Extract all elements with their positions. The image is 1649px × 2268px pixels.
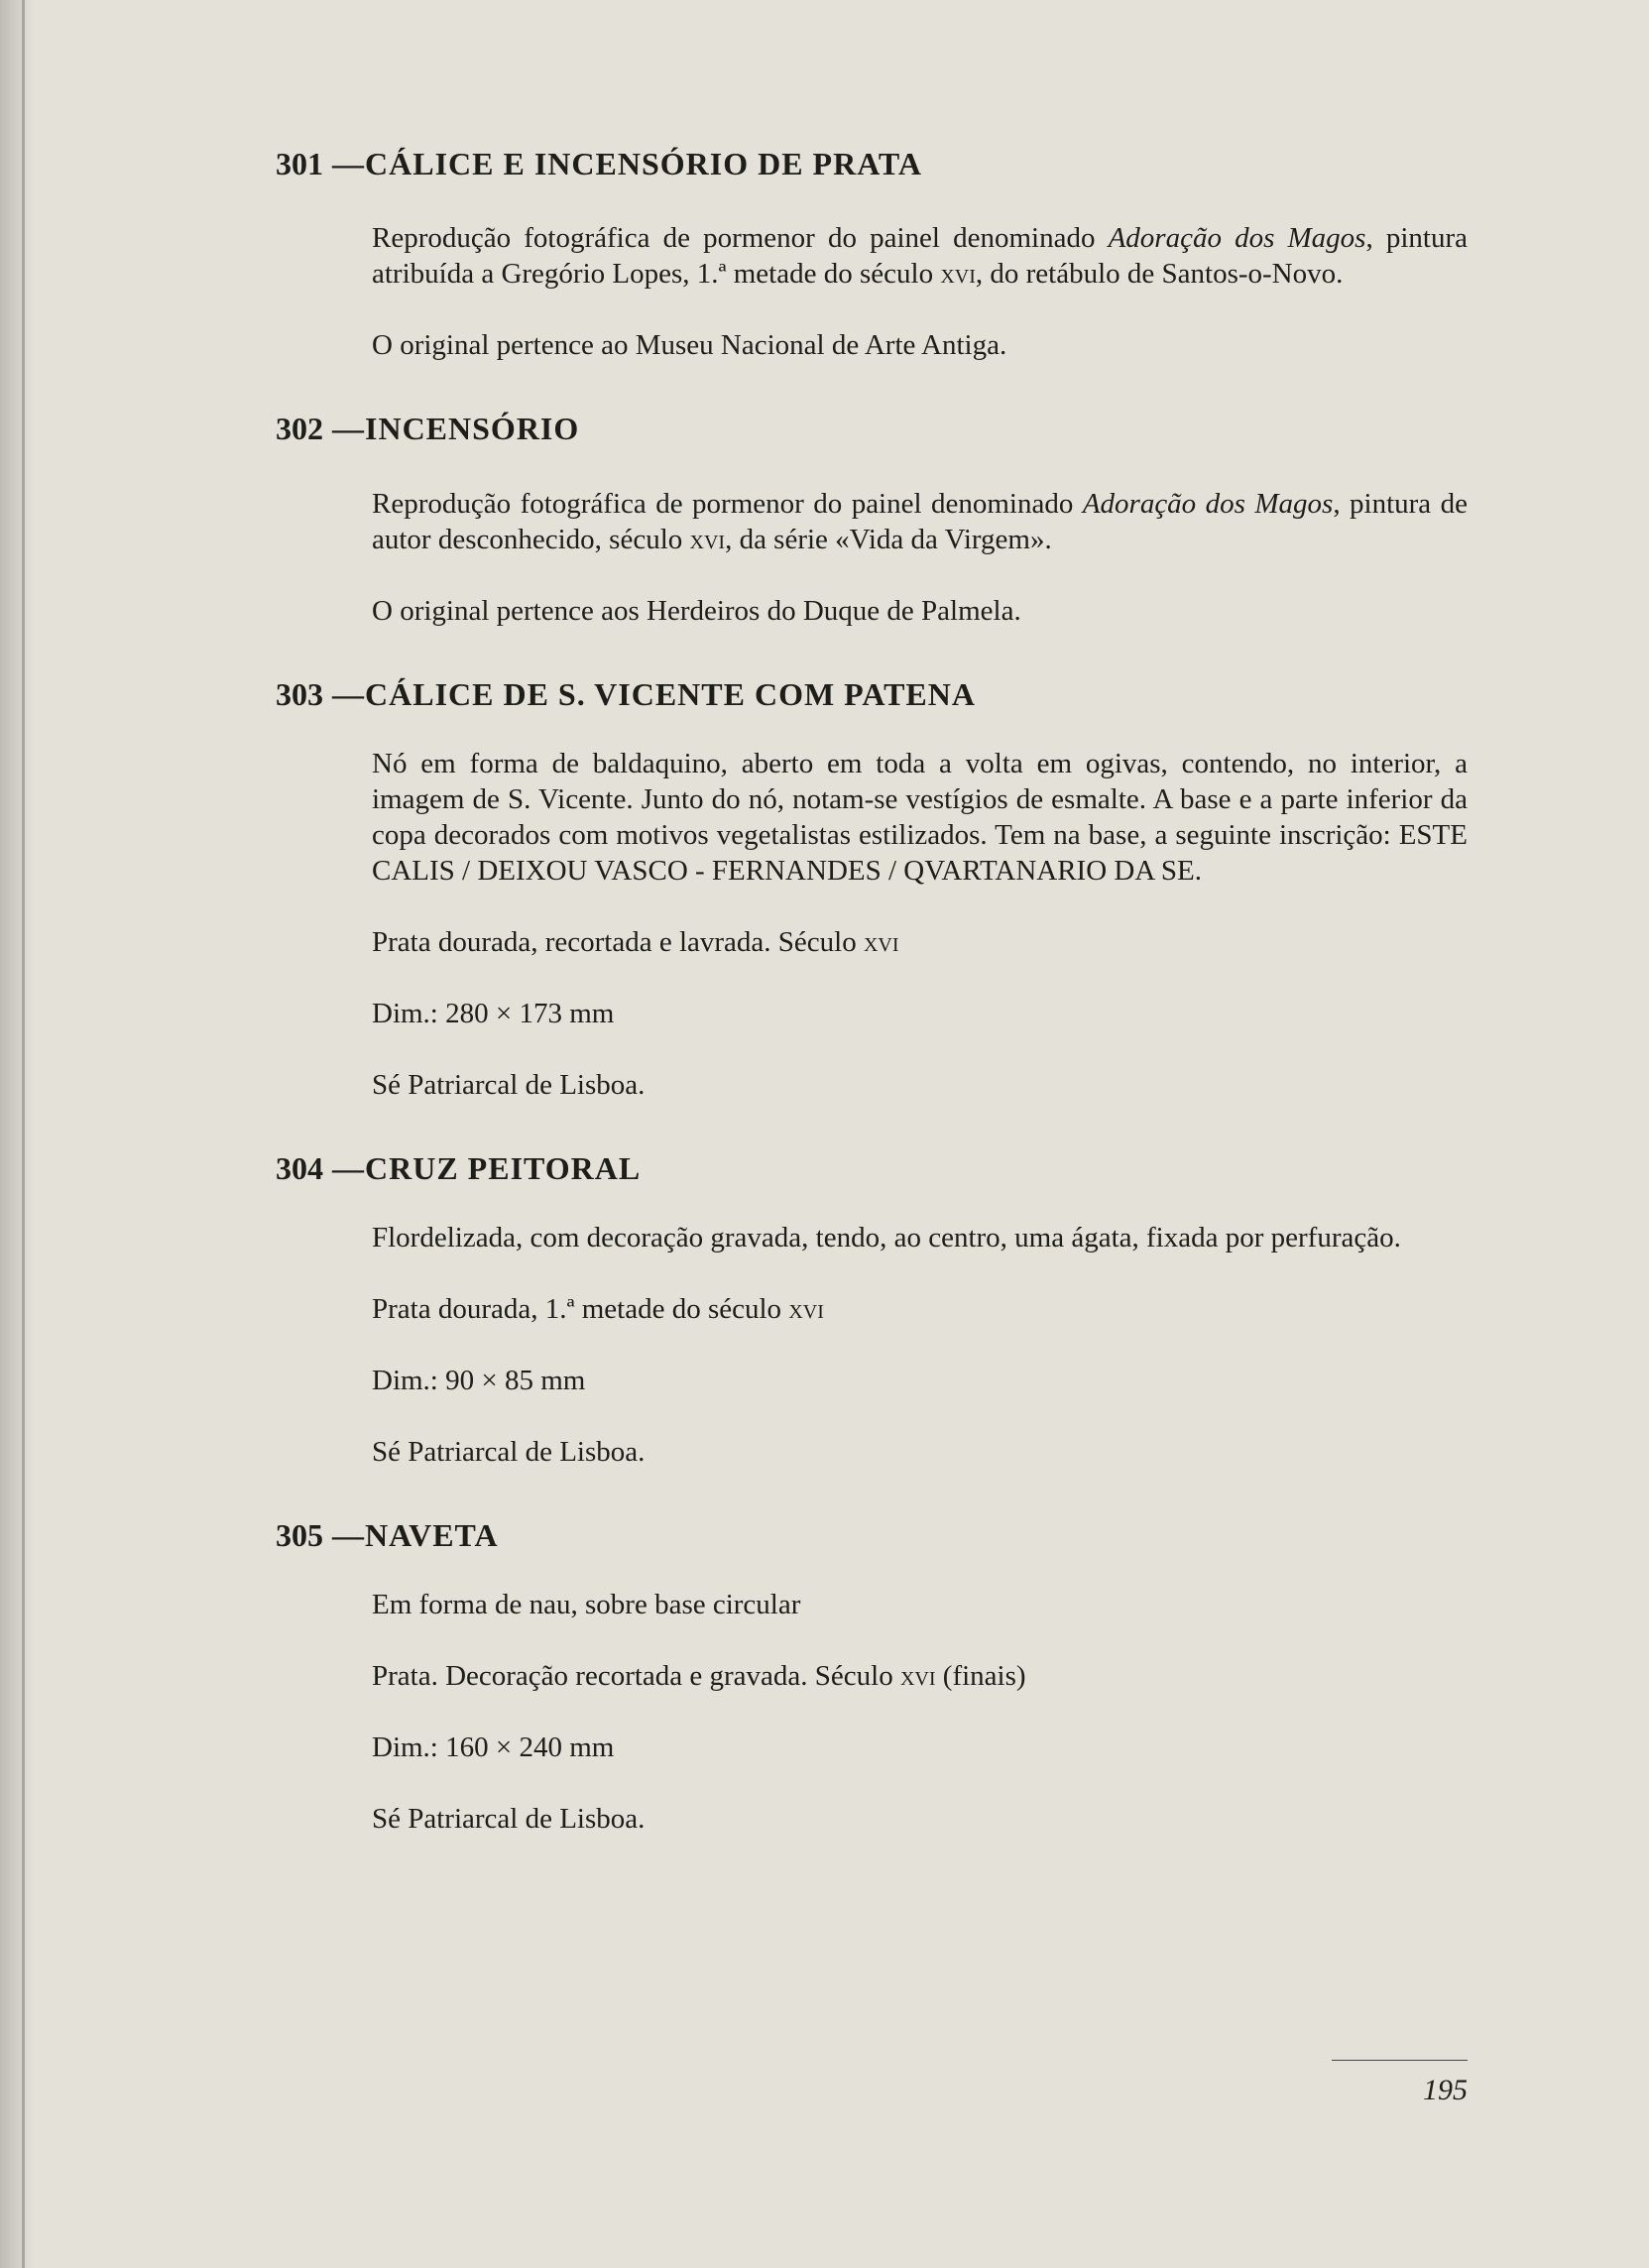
page-binding-shadow bbox=[0, 0, 34, 2268]
entry-title: CÁLICE E INCENSÓRIO DE PRATA bbox=[365, 146, 922, 181]
entry-number: 303 bbox=[276, 676, 323, 712]
entry-description bbox=[372, 486, 1468, 557]
entry-303 bbox=[276, 674, 1468, 1103]
entry-dash: — bbox=[332, 1517, 365, 1553]
entry-dash: — bbox=[332, 676, 365, 712]
entry-body bbox=[372, 746, 1468, 1103]
material-suffix: (finais) bbox=[935, 1660, 1026, 1692]
painting-title: Adoração dos Magos bbox=[1082, 488, 1334, 520]
entry-dash: — bbox=[332, 1150, 365, 1186]
entry-body bbox=[372, 1220, 1468, 1470]
entry-dimensions: Dim.: 90 × 85 mm bbox=[372, 1365, 586, 1396]
entry-material bbox=[372, 1291, 1468, 1327]
description-text: Reprodução fotográfica de pormenor do painel denominado bbox=[372, 488, 1083, 520]
entry-description: Nó em forma de baldaquino, aberto em toda a volta em ogivas, contendo, no interior, a imagem de S. Vicente. Junto do nó, notam-se vestígios de esmalte. A base e a parte inferior da copa decorados com motivos vegetalistas estilizados. Tem na base, a seguinte inscrição: ESTE CALIS / DEIXOU VASCO - FERNANDES / QVARTANARIO DA SE. bbox=[372, 748, 1468, 887]
century: xvi bbox=[863, 926, 899, 958]
page-binding-edge bbox=[22, 0, 25, 2268]
entry-title: CÁLICE DE S. VICENTE COM PATENA bbox=[365, 676, 976, 712]
entry-heading bbox=[276, 409, 1468, 448]
entry-description: Flordelizada, com decoração gravada, tendo, ao centro, uma ágata, fixada por perfuração. bbox=[372, 1222, 1401, 1253]
entry-material bbox=[372, 924, 1468, 960]
entry-description: Em forma de nau, sobre base circular bbox=[372, 1589, 801, 1620]
description-text: , pintura de autor desconhecido, século bbox=[372, 488, 1468, 555]
description-text: , pintura atribuída a Gregório Lopes, 1.ª metade do século bbox=[372, 222, 1468, 290]
entry-location: Sé Patriarcal de Lisboa. bbox=[372, 1069, 646, 1101]
entry-number: 305 bbox=[276, 1517, 323, 1553]
entry-dash: — bbox=[332, 146, 365, 181]
entry-305 bbox=[276, 1515, 1468, 1837]
entry-heading bbox=[276, 674, 1468, 714]
entry-title: NAVETA bbox=[365, 1517, 499, 1553]
entry-title: INCENSÓRIO bbox=[365, 411, 580, 446]
description-text: , da série «Vida da Virgem». bbox=[725, 524, 1052, 555]
entry-material bbox=[372, 1658, 1468, 1694]
entry-304 bbox=[276, 1148, 1468, 1470]
description-text: , do retábulo de Santos-o-Novo. bbox=[975, 258, 1344, 290]
entry-location: Sé Patriarcal de Lisboa. bbox=[372, 1436, 646, 1468]
entry-location: Sé Patriarcal de Lisboa. bbox=[372, 1803, 646, 1835]
century: xvi bbox=[940, 258, 976, 290]
footer-rule bbox=[1332, 2060, 1468, 2061]
catalogue-page bbox=[276, 144, 1468, 1837]
entry-body bbox=[372, 1587, 1468, 1837]
entry-dash: — bbox=[332, 411, 365, 446]
entry-owner: O original pertence ao Museu Nacional de Arte Antiga. bbox=[372, 329, 1007, 361]
material-text: Prata. Decoração recortada e gravada. Século bbox=[372, 1660, 900, 1692]
entry-description bbox=[372, 220, 1468, 292]
entry-owner: O original pertence aos Herdeiros do Duque de Palmela. bbox=[372, 595, 1021, 627]
entry-body bbox=[372, 220, 1468, 363]
entry-302 bbox=[276, 409, 1468, 629]
page-number: 195 bbox=[1423, 2074, 1468, 2106]
entry-body bbox=[372, 486, 1468, 629]
entry-title: CRUZ PEITORAL bbox=[365, 1150, 642, 1186]
century: xvi bbox=[899, 1660, 936, 1692]
century: xvi bbox=[689, 524, 726, 555]
material-text: Prata dourada, recortada e lavrada. Século bbox=[372, 926, 864, 958]
painting-title: Adoração dos Magos bbox=[1108, 222, 1366, 254]
entry-heading bbox=[276, 144, 1468, 183]
entry-number: 301 bbox=[276, 146, 323, 181]
description-text: Reprodução fotográfica de pormenor do painel denominado bbox=[372, 222, 1109, 254]
entry-301 bbox=[276, 144, 1468, 363]
century: xvi bbox=[788, 1293, 824, 1325]
entry-number: 302 bbox=[276, 411, 323, 446]
entry-dimensions: Dim.: 280 × 173 mm bbox=[372, 998, 615, 1029]
material-text: Prata dourada, 1.ª metade do século bbox=[372, 1293, 789, 1325]
entry-dimensions: Dim.: 160 × 240 mm bbox=[372, 1731, 615, 1763]
entry-heading bbox=[276, 1515, 1468, 1555]
entry-heading bbox=[276, 1148, 1468, 1188]
entry-number: 304 bbox=[276, 1150, 323, 1186]
